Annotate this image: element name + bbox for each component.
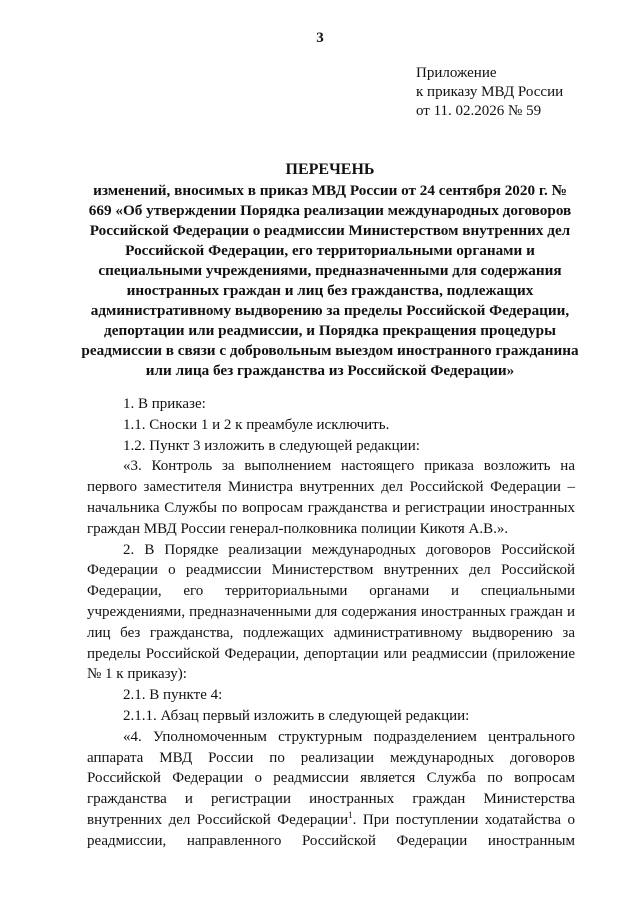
paragraph-1: 1. В приказе: (123, 396, 206, 412)
paragraph-2-1-1-text-b: . При поступлении ходатайства о реадмиссии, направленного Российской Федерации иностранным (87, 811, 575, 849)
document-heading (80, 160, 580, 381)
appendix-line-3: от 11. 02.2026 № 59 (416, 103, 542, 119)
paragraph-1-2-text: «3. Контроль за выполнением настоящего приказа возложить на первого заместителя Министра внутренних дел Российской Федерации – начальника Службы по вопросам гражданства и регистрации иностранных граждан МВД России генерал-полковника полиции Кикотя А.В.». (87, 458, 575, 537)
footnote-mark: 1 (348, 809, 353, 820)
paragraph-2-1-1: 2.1.1. Абзац первый изложить в следующей редакции: (123, 707, 470, 724)
appendix-block (416, 64, 563, 121)
document-title: ПЕРЕЧЕНЬ (285, 161, 375, 178)
paragraph-2-1-1-text-a: «4. Уполномоченным структурным подразделением центрального аппарата МВД России по реализации международных договоров Российской Федерации о реадмиссии является Служба по вопросам гражданства и регистрации иностранных граждан Министерства внутренних дел Российской Федерации (87, 728, 575, 828)
appendix-line-1: Приложение (416, 65, 497, 81)
document-body (87, 394, 575, 852)
appendix-line-2: к приказу МВД России (416, 84, 564, 100)
paragraph-2: 2. В Порядке реализации международных договоров Российской Федерации о реадмиссии Министерством внутренних дел Российской Федерации, его территориальными органами и специальными учреждениями, предназначенными для содержания иностранных граждан и лиц без гражданства, подлежащих административному выдворению за пределы Российской Федерации, депортации или реадмиссии (приложение № 1 к приказу): (87, 541, 575, 683)
paragraph-2-1-1-text (87, 727, 575, 852)
document-subtitle: изменений, вносимых в приказ МВД России от 24 сентября 2020 г. № 669 «Об утверждении Порядка реализации международных договоров Российской Федерации о реадмиссии Министерством внутренних дел Российской Федерации, его территориальными органами и специальными учреждениями, предназначенными для содержания иностранных граждан и лиц без гражданства, подлежащих административному выдворению за пределы Российской Федерации, депортации или реадмиссии, и Порядка прекращения процедуры реадмиссии в связи с добровольным выездом иностранного гражданина или лица без гражданства из Российской Федерации» (81, 182, 579, 379)
paragraph-1-1: 1.1. Сноски 1 и 2 к преамбуле исключить. (123, 416, 390, 433)
paragraph-2-1: 2.1. В пункте 4: (123, 687, 223, 704)
page-number: 3 (316, 30, 324, 46)
paragraph-1-2: 1.2. Пункт 3 изложить в следующей редакции: (123, 437, 420, 454)
